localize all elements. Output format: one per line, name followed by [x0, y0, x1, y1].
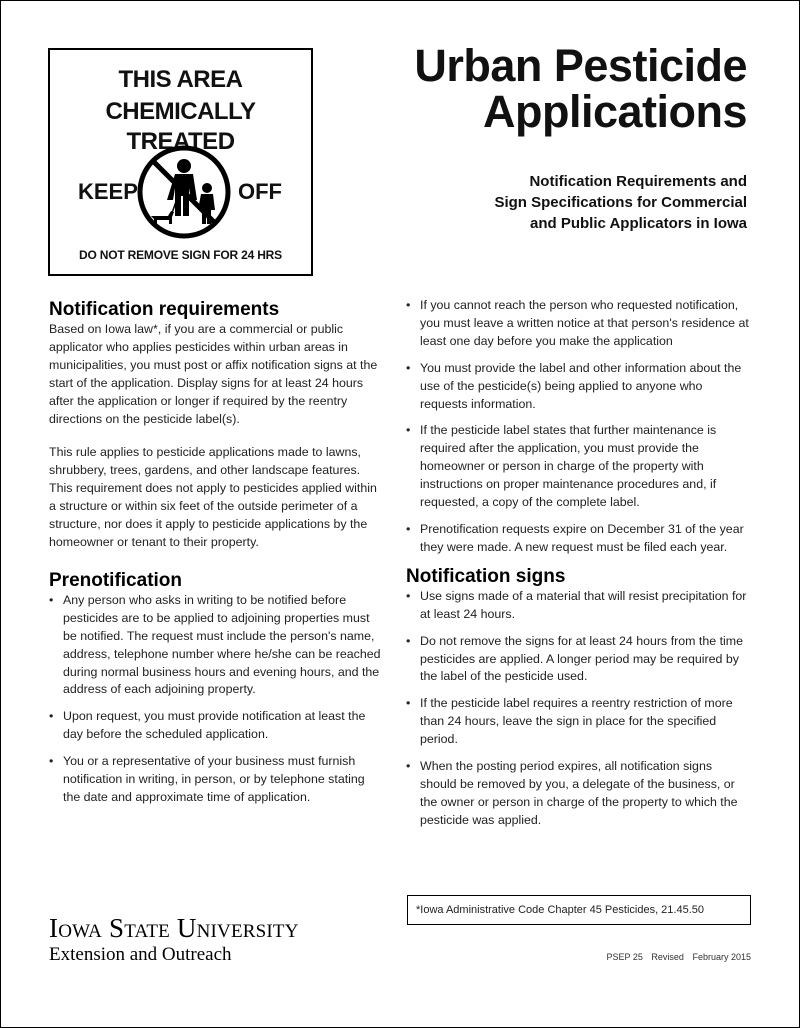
notification-signs-heading: Notification signs	[406, 565, 566, 587]
footnote-box: *Iowa Administrative Code Chapter 45 Pesticides, 21.45.50	[407, 895, 751, 925]
list-item: • If the pesticide label requires a reentry restriction of more than 24 hours, leave the sign in place for the specified period.	[406, 695, 751, 749]
prenotification-list	[49, 592, 384, 807]
notification-paragraph-1: Based on Iowa law*, if you are a commercial or public applicator who applies pesticides within urban areas in municipalities, you must post or affix notification signs at the start of the application. Display signs for at least 24 hours after the application or longer if required by the reentry directions on the pesticide label(s).	[49, 322, 378, 426]
list-item: • If you cannot reach the person who requested notification, you must leave a written notice at that person's residence at least one day before you make the application	[406, 297, 751, 351]
list-item: • Any person who asks in writing to be notified before pesticides are to be applied to adjoining properties must be notified. The request must include the person's name, address, telephone number where he/she can be reached during normal business hours and evening hours, and the address of each adjoining property.	[49, 592, 384, 699]
prenotification-continued-list	[406, 297, 751, 557]
publication-code: PSEP 25	[606, 952, 643, 962]
list-item: • If the pesticide label states that further maintenance is required after the application, you must provide the homeowner or person in charge of the property with instructions on proper maintenance procedures and, if requested, a copy of the complete label.	[406, 422, 751, 512]
title-line-1: Urban Pesticide	[414, 40, 747, 91]
subtitle-line-2: Sign Specifications for Commercial	[494, 194, 747, 211]
list-item: • When the posting period expires, all notification signs should be removed by you, a delegate of the business, or the owner or person in charge of the property to which the pesticide was applied.	[406, 758, 751, 830]
university-name: Iowa State University	[49, 913, 299, 943]
sign-keep-label: KEEP	[78, 179, 138, 204]
sign-off-label: OFF	[238, 179, 282, 204]
list-item: • You or a representative of your business must furnish notification in writing, in person, or by telephone stating the date and approximate time of application.	[49, 753, 384, 807]
list-item: • Prenotification requests expire on December 31 of the year they were made. A new request must be filed each year.	[406, 521, 751, 557]
notification-signs-list	[406, 588, 751, 830]
notification-requirements-heading: Notification requirements	[49, 299, 280, 320]
list-item: • You must provide the label and other information about the use of the pesticide(s) being applied to anyone who requests information.	[406, 360, 751, 414]
extension-unit: Extension and Outreach	[49, 944, 232, 965]
page-subtitle	[494, 171, 747, 234]
list-item: • Upon request, you must provide notification at least the day before the scheduled application.	[49, 708, 384, 744]
subtitle-line-3: and Public Applicators in Iowa	[530, 215, 747, 232]
revised-label: Revised	[651, 952, 684, 962]
sign-line-2: CHEMICALLY TREATED	[105, 98, 256, 155]
page-title	[414, 40, 747, 137]
revised-date: February 2015	[692, 952, 751, 962]
list-item: • Use signs made of a material that will resist precipitation for at least 24 hours.	[406, 588, 751, 624]
sign-footer: DO NOT REMOVE SIGN FOR 24 HRS	[79, 248, 282, 262]
subtitle-line-1: Notification Requirements and	[529, 173, 747, 190]
publication-info	[601, 952, 751, 962]
list-item: • Do not remove the signs for at least 24 hours from the time pesticides are applied. A longer period may be required by the label of the pesticide used.	[406, 633, 751, 687]
notification-paragraph-2: This rule applies to pesticide applications made to lawns, shrubbery, trees, gardens, and other landscape features. This requirement does not apply to pesticides applied within a structure or within six feet of the outside perimeter of a structure, nor does it apply to pesticide applications by the homeowner or tenant to their property.	[49, 445, 377, 549]
title-line-2: Applications	[482, 86, 747, 137]
no-entry-people-dog-icon	[136, 144, 232, 240]
pesticide-warning-sign	[48, 48, 313, 276]
left-column	[49, 297, 384, 816]
sign-line-1: THIS AREA	[118, 66, 243, 93]
isu-logo	[49, 913, 299, 966]
right-column	[406, 297, 751, 839]
prenotification-heading: Prenotification	[49, 569, 183, 591]
